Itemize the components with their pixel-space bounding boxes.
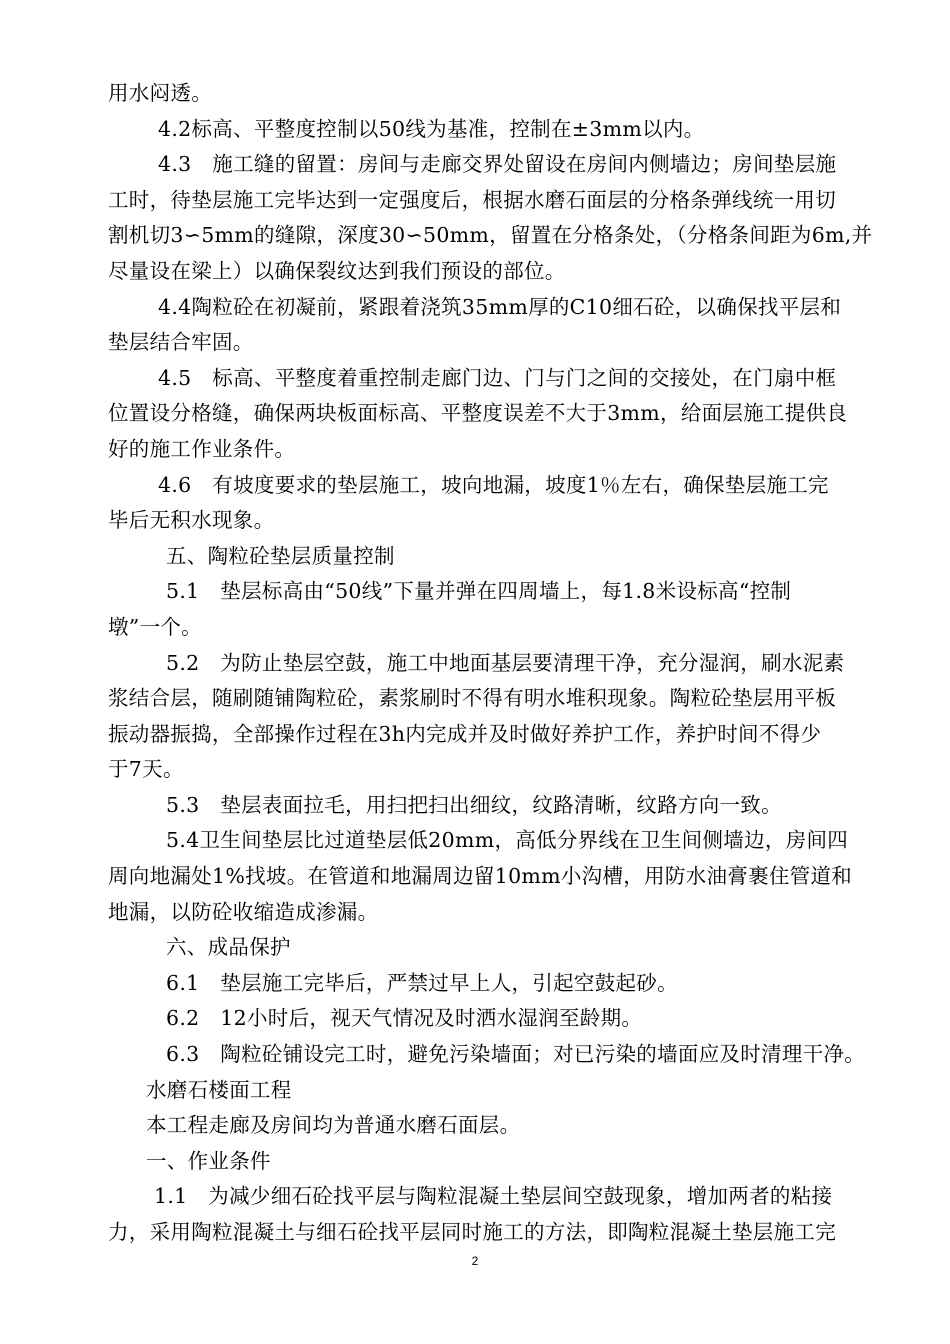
text-line: 5.3 垫层表面拉毛，用扫把扫出细纹，纹路清晰，纹路方向一致。: [166, 792, 782, 817]
text-line: 位置设分格缝，确保两块板面标高、平整度误差不大于3mm，给面层施工提供良: [108, 401, 848, 426]
text-line: 5.1 垫层标高由“50线”下量并弹在四周墙上，每1.8米设标高“控制: [166, 579, 792, 604]
section-heading: 一、作业条件: [146, 1148, 271, 1173]
text-line: 工时，待垫层施工完毕达到一定强度后，根据水磨石面层的分格条弹线统一用切: [108, 187, 836, 212]
text-line: 周向地漏处1%找坡。在管道和地漏周边留10mm小沟槽，用防水油膏裹住管道和: [108, 864, 853, 889]
text-line: 本工程走廊及房间均为普通水磨石面层。: [146, 1113, 521, 1138]
text-line: 4.4陶粒砼在初凝前，紧跟着浇筑35mm厚的C10细石砼，以确保找平层和: [158, 294, 842, 319]
text-line: 4.5 标高、平整度着重控制走廊门边、门与门之间的交接处，在门扇中框: [158, 365, 837, 390]
text-line: 于7天。: [108, 757, 184, 782]
text-line: 4.2标高、平整度控制以50线为基准，控制在±3mm以内。: [158, 116, 705, 141]
text-line: 尽量设在梁上）以确保裂纹达到我们预设的部位。: [108, 258, 566, 283]
text-line: 力，采用陶粒混凝土与细石砼找平层同时施工的方法，即陶粒混凝土垫层施工完: [108, 1220, 836, 1244]
text-line: 4.6 有坡度要求的垫层施工，坡向地漏，坡度1％左右，确保垫层施工完: [158, 472, 829, 497]
text-line: 墩”一个。: [108, 614, 202, 639]
text-line: 毕后无积水现象。: [108, 508, 275, 533]
text-line: 6.2 12小时后，视天气情况及时洒水湿润至龄期。: [166, 1006, 643, 1031]
text-line: 地漏，以防砼收缩造成渗漏。: [108, 899, 379, 924]
section-heading: 水磨石楼面工程: [146, 1077, 292, 1102]
text-line: 6.1 垫层施工完毕后，严禁过早上人，引起空鼓起砂。: [166, 970, 678, 995]
text-line: 5.2 为防止垫层空鼓，施工中地面基层要清理干净，充分湿润，刷水泥素: [166, 650, 845, 675]
text-line: 垫层结合牢固。: [108, 330, 254, 355]
text-line: 5.4卫生间垫层比过道垫层低20mm，高低分界线在卫生间侧墙边，房间四: [166, 828, 849, 853]
text-line: 1.1 为减少细石砼找平层与陶粒混凝土垫层间空鼓现象，增加两者的粘接: [154, 1184, 833, 1209]
text-line: 4.3 施工缝的留置：房间与走廊交界处留设在房间内侧墙边；房间垫层施: [158, 152, 837, 177]
text-line: 振动器振捣，全部操作过程在3h内完成并及时做好养护工作，养护时间不得少: [108, 721, 822, 746]
document-body: [108, 76, 908, 1251]
section-heading: 五、陶粒砼垫层质量控制: [166, 543, 395, 568]
text-line: 割机切3∽5mm的缝隙，深度30∽50mm，留置在分格条处，（分格条间距为6m,并: [108, 223, 873, 248]
text-line: 6.3 陶粒砼铺设完工时，避免污染墙面；对已污染的墙面应及时清理干净。: [166, 1042, 866, 1067]
page-number: 2: [471, 1254, 479, 1268]
section-heading: 六、成品保护: [166, 935, 291, 960]
text-line: 用水闷透。: [108, 81, 212, 105]
text-line: 好的施工作业条件。: [108, 436, 296, 461]
text-line: 浆结合层，随刷随铺陶粒砼，素浆刷时不得有明水堆积现象。陶粒砼垫层用平板: [108, 686, 836, 711]
